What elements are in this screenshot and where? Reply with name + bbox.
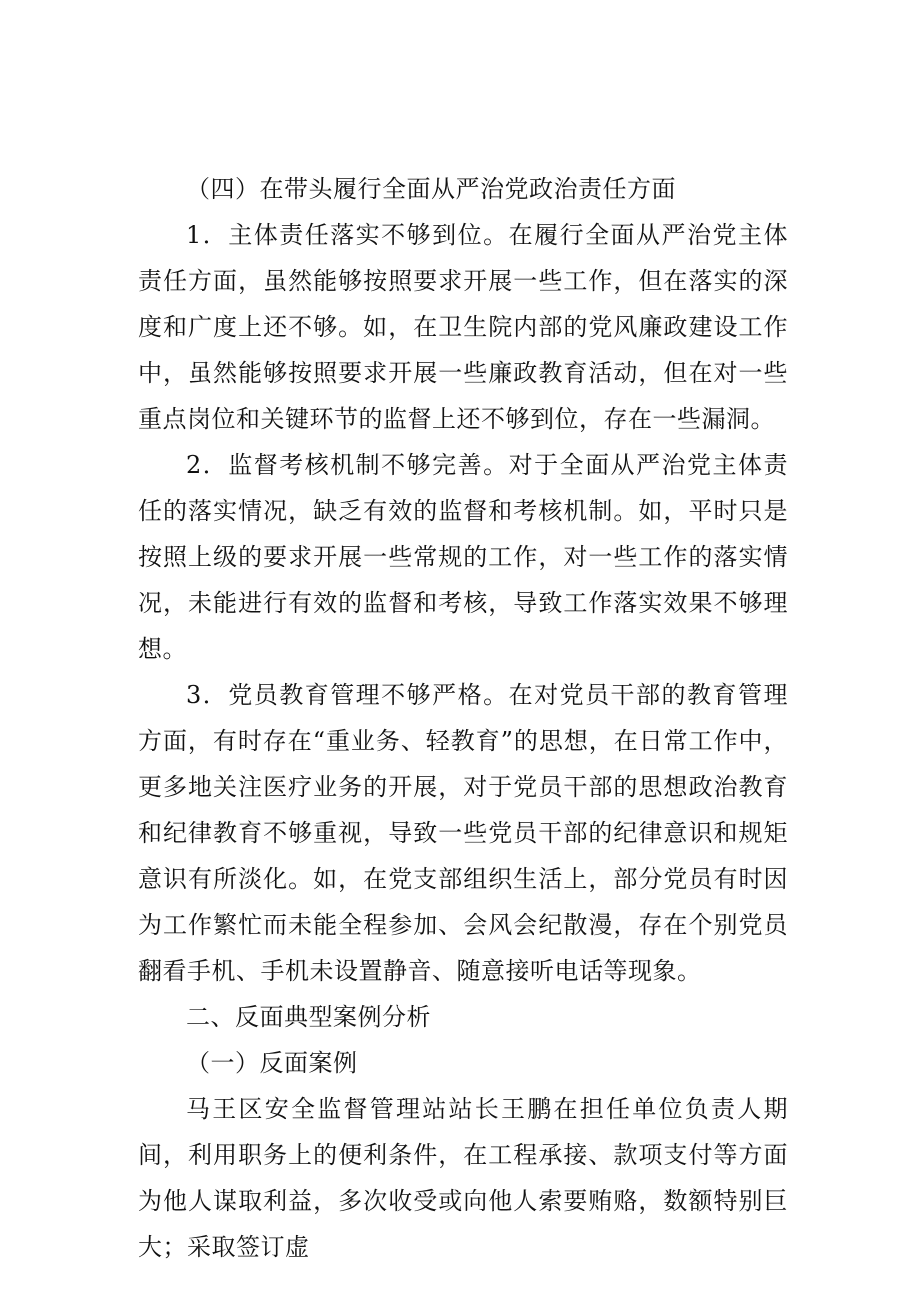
paragraph-item-2: 2．监督考核机制不够完善。对于全面从严治党主体责任的落实情况，缺乏有效的监督和考核机制。如，平时只是按照上级的要求开展一些常规的工作，对一些工作的落实情况，未能进行有效的监督和考核，导致工作落实效果不够理想。 <box>138 451 788 663</box>
section-heading-2: 二、反面典型案例分析 <box>186 1003 431 1031</box>
document-body <box>138 166 788 1270</box>
paragraph-item-1: 1．主体责任落实不够到位。在履行全面从严治党主体责任方面，虽然能够按照要求开展一些工作，但在落实的深度和广度上还不够。如，在卫生院内部的党风廉政建设工作中，虽然能够按照要求开展一些廉政教育活动，但在对一些重点岗位和关键环节的监督上还不够到位，存在一些漏洞。 <box>138 221 788 433</box>
section-heading-4: （四）在带头履行全面从严治党政治责任方面 <box>186 175 676 203</box>
case-paragraph: 马王区安全监督管理站站长王鹏在担任单位负责人期间，利用职务上的便利条件，在工程承接、款项支付等方面为他人谋取利益，多次收受或向他人索要贿赂，数额特别巨大；采取签订虚 <box>138 1095 788 1261</box>
paragraph-item-3: 3．党员教育管理不够严格。在对党员干部的教育管理方面，有时存在“重业务、轻教育”的思想，在日常工作中，更多地关注医疗业务的开展，对于党员干部的思想政治教育和纪律教育不够重视，导致一些党员干部的纪律意识和规矩意识有所淡化。如，在党支部组织生活上，部分党员有时因为工作繁忙而未能全程参加、会风会纪散漫，存在个别党员翻看手机、手机未设置静音、随意接听电话等现象。 <box>138 681 788 985</box>
subsection-heading-1: （一）反面案例 <box>186 1049 358 1077</box>
